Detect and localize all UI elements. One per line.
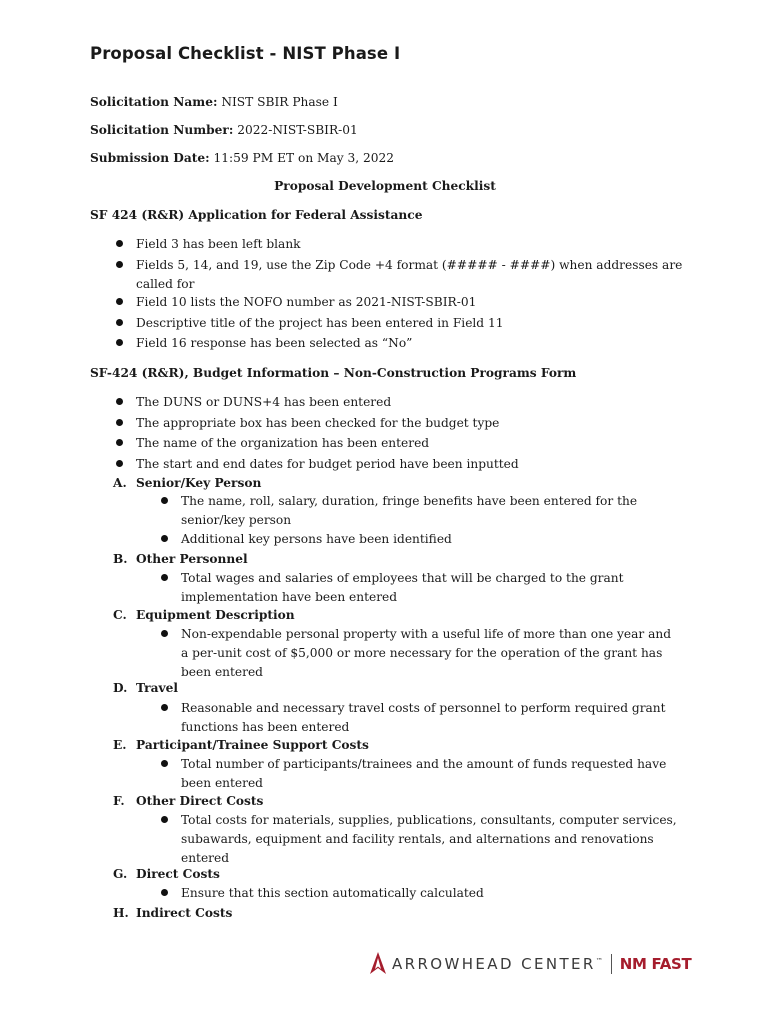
checklist-item: Additional key persons have been identified [181,530,681,549]
checklist-item: Descriptive title of the project has been entered in Field 11 [136,314,696,333]
submission-date-label: Submission Date: [90,151,210,165]
arrowhead-center-brand: ARROWHEAD CENTER™ [392,955,603,973]
footer-logo [370,950,692,978]
sf424-heading: SF 424 (R&R) Application for Federal Assistance [90,208,423,222]
section-other-personnel: B. Other Personnel [113,552,248,566]
solicitation-name [90,93,338,112]
development-checklist-heading: Proposal Development Checklist [274,179,496,193]
solicitation-number-label: Solicitation Number: [90,123,234,137]
section-equipment-description: C. Equipment Description [113,608,295,622]
checklist-item: The name, roll, salary, duration, fringe benefits have been entered for the senior/key person [181,492,681,530]
checklist-item: Ensure that this section automatically calculated [181,884,681,903]
section-travel: D. Travel [113,681,178,695]
budget-heading: SF-424 (R&R), Budget Information – Non-Construction Programs Form [90,366,577,380]
section-participant-trainee: E. Participant/Trainee Support Costs [113,738,369,752]
checklist-item: Total wages and salaries of employees that will be charged to the grant implementation have been entered [181,569,681,607]
submission-date-value: 11:59 PM ET on May 3, 2022 [213,151,395,165]
checklist-item: The appropriate box has been checked for the budget type [136,414,696,433]
checklist-item: Non-expendable personal property with a useful life of more than one year and a per-unit cost of $5,000 or more necessary for the operation of the grant has been entered [181,625,681,682]
solicitation-number-value: 2022-NIST-SBIR-01 [237,123,358,137]
nm-fast-brand: NM FAST [619,955,692,973]
solicitation-number [90,121,358,140]
checklist-item: Field 3 has been left blank [136,235,696,254]
section-direct-costs: G. Direct Costs [113,867,220,881]
section-senior-key-person: A. Senior/Key Person [113,476,262,490]
checklist-item: Field 10 lists the NOFO number as 2021-NIST-SBIR-01 [136,293,696,312]
solicitation-name-label: Solicitation Name: [90,95,218,109]
checklist-item: Reasonable and necessary travel costs of personnel to perform required grant functions has been entered [181,699,681,737]
section-indirect-costs: H. Indirect Costs [113,906,233,920]
checklist-item: Total costs for materials, supplies, publications, consultants, computer services, subawards, equipment and facility rentals, and alternations and renovations entered [181,811,681,868]
arrowhead-icon [370,952,386,976]
page-title: Proposal Checklist - NIST Phase I [90,44,401,63]
submission-date [90,149,394,168]
solicitation-name-value: NIST SBIR Phase I [221,95,338,109]
checklist-item: Field 16 response has been selected as “No” [136,334,696,353]
checklist-item: The name of the organization has been entered [136,434,696,453]
section-other-direct-costs: F. Other Direct Costs [113,794,264,808]
footer-divider [611,954,612,974]
checklist-item: The start and end dates for budget period have been inputted [136,455,696,474]
checklist-item: Fields 5, 14, and 19, use the Zip Code +4 format (##### - ####) when addresses are called for [136,256,696,294]
checklist-item: Total number of participants/trainees and the amount of funds requested have been entered [181,755,681,793]
checklist-item: The DUNS or DUNS+4 has been entered [136,393,696,412]
